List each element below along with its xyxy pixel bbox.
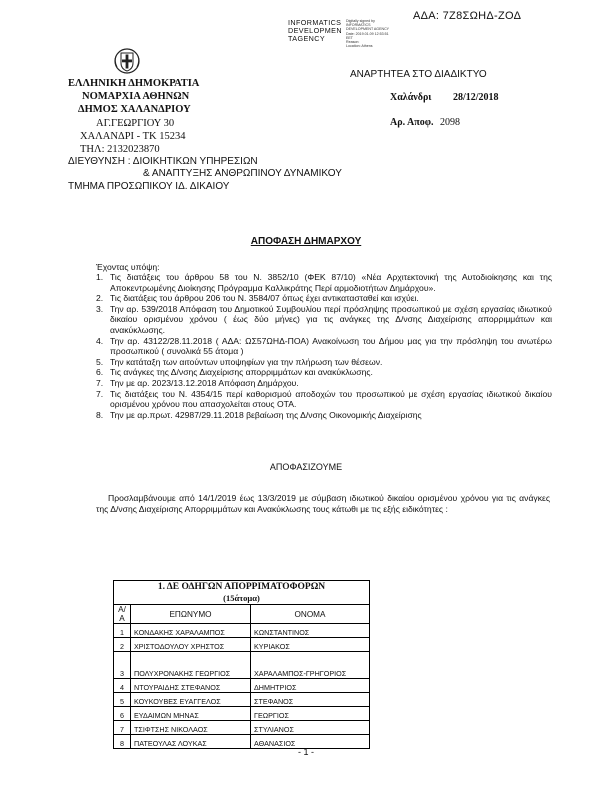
drivers-table [113,580,370,749]
list-item-number: 1. [96,272,104,282]
table-row [114,721,370,735]
row-name: ΑΘΑΝΑΣΙΟΣ [251,735,370,749]
list-item [96,304,552,336]
row-surname: ΠΑΤΕΟΥΛΑΣ ΛΟΥΚΑΣ [131,735,251,749]
header-prefecture: ΝΟΜΑΡΧΙΑ ΑΘΗΝΩΝ [82,91,190,102]
document-title-text: ΑΠΟΦΑΣΗ ΔΗΜΑΡΧΟΥ [250,236,362,247]
header-postcode: ΧΑΛΑΝΔΡΙ - ΤΚ 15234 [80,131,186,142]
list-item-number: 8. [96,409,104,420]
list-item-text: Την με αρ.πρωτ. 42987/29.11.2018 βεβαίωση της Δ/νσης Οικονομικής Διαχείρισης [110,409,422,420]
signature-detail-line: Date: 2019.01.09 12:53:51 [346,31,389,36]
table-row [114,693,370,707]
department-section: ΤΜΗΜΑ ΠΡΟΣΩΠΙΚΟΥ ΙΔ. ΔΙΚΑΙΟΥ [68,181,230,192]
decision-heading: ΑΠΟΦΑΣΙΖΟΥΜΕ [269,462,343,472]
table-row [114,707,370,721]
row-surname: ΕΥΔΑΙΜΩΝ ΜΗΝΑΣ [131,707,251,721]
row-surname: ΠΟΛΥΧΡΟΝΑΚΗΣ ΓΕΩΡΓΙΟΣ [131,652,251,679]
row-number: 3 [114,652,131,679]
row-name: ΚΥΡΙΑΚΟΣ [251,638,370,652]
list-item [96,336,552,357]
header-municipality: ΔΗΜΟΣ ΧΑΛΑΝΔΡΙΟΥ [78,104,191,115]
row-number: 4 [114,679,131,693]
row-number: 1 [114,624,131,638]
issuer-line: INFORMATICS [288,18,342,27]
list-item [96,367,552,378]
row-number: 8 [114,735,131,749]
row-surname: ΝΤΟΥΡΑΙΔΗΣ ΣΤΕΦΑΝΟΣ [131,679,251,693]
list-item-number: 5. [96,356,104,367]
row-name: ΓΕΩΡΓΙΟΣ [251,707,370,721]
list-item [96,410,552,421]
table-row [114,624,370,638]
page-number: - 1 - [297,747,314,757]
signature-detail-line: Reason: [346,40,360,45]
table-row [114,652,370,679]
list-item-text: Τις ανάγκες της Δ/νσης Διαχείρισης απορριμμάτων και ανακύκλωσης. [110,367,373,378]
row-surname: ΤΣΙΦΤΣΗΣ ΝΙΚΟΛΑΟΣ [131,721,251,735]
issuer-line: DEVELOPMEN [288,26,342,35]
list-item [96,272,552,293]
list-item-text: Τις διατάξεις του άρθρου 206 του Ν. 3584/07 όπως έχει αντικατασταθεί και ισχύει. [110,293,419,304]
row-number: 2 [114,638,131,652]
date-value: 28/12/2018 [453,92,499,103]
list-item-number: 3. [96,303,104,314]
table-subcaption: (15άτομα) [114,593,370,605]
signature-detail-line: Digitally signed by [346,19,375,23]
posting-notice: ΑΝΑΡΤΗΤΕΑ ΣΤΟ ΔΙΑΔΙΚΤΥΟ [350,69,487,80]
table-caption: 1. ΔΕ ΟΔΗΓΩΝ ΑΠΟΡΡΙΜΑΤΟΦΟΡΩΝ [114,581,370,594]
table-row [114,679,370,693]
table-row [114,638,370,652]
list-item [96,389,552,410]
considerations-list [96,272,552,420]
date-label: Χαλάνδρι [390,92,432,103]
row-number: 6 [114,707,131,721]
list-item [96,378,552,389]
row-name: ΣΤΥΛΙΑΝΟΣ [251,721,370,735]
document-title [0,236,612,247]
row-number: 7 [114,721,131,735]
department-directorate-cont: & ΑΝΑΠΤΥΞΗΣ ΑΝΘΡΩΠΙΝΟΥ ΔΥΝΑΜΙΚΟΥ [143,168,342,179]
row-surname: ΚΟΥΚΟΥΒΕΣ ΕΥΑΓΓΕΛΟΣ [131,693,251,707]
list-item-number: 7. [96,377,104,388]
department-directorate: ΔΙΕΥΘΥΝΣΗ : ΔΙΟΙΚΗΤΙΚΩΝ ΥΠΗΡΕΣΙΩΝ [68,156,258,167]
list-item-text: Την αρ. 539/2018 Απόφαση του Δημοτικού Συμβουλίου περί πρόσληψης προσωπικού με σχέση εργασίας ιδιωτικού δικαίου ορισμένου χρόνου ( έως δύο μήνες) για τις ανάγκες της Δ/νσης Διαχείρισης απορριμμάτων και ανακύκλωσης. [110,303,552,335]
list-item-text: Την αρ. 43122/28.11.2018 ( ΑΔΑ: ΩΣ57ΩΗΔ-ΠΟΑ) Ανακοίνωση του Δήμου μας για την πρόσληψη του ανωτέρω προσωπικού ( συνολικά 55 άτομα ) [110,335,552,357]
row-surname: ΧΡΙΣΤΟΔΟΥΛΟΥ ΧΡΗΣΤΟΣ [131,638,251,652]
signature-issuer [288,19,342,43]
list-item-number: 4. [96,335,104,346]
list-item-text: Τις διατάξεις του Ν. 4354/15 περί καθορισμού αποδοχών του προσωπικού με σχέση εργασίας ιδιωτικού δικαίου ορισμένου χρόνου που απασχολείται στους ΟΤΑ. [110,388,552,410]
row-name: ΚΩΝΣΤΑΝΤΙΝΟΣ [251,624,370,638]
row-name: ΔΗΜΗΤΡΙΟΣ [251,679,370,693]
row-surname: ΚΟΝΔΑΚΗΣ ΧΑΡΑΛΑΜΠΟΣ [131,624,251,638]
header-republic: ΕΛΛΗΝΙΚΗ ΔΗΜΟΚΡΑΤΙΑ [68,78,200,89]
column-header-surname: ΕΠΩΝΥΜΟ [131,605,251,624]
header-phone: ΤΗΛ: 2132023870 [80,144,160,155]
list-item [96,357,552,368]
column-header-name: ΟΝΟΜΑ [251,605,370,624]
signature-detail-line: DEVELOPMENT AGENCY [346,27,390,32]
list-item-number: 7. [96,388,104,399]
list-item-text: Την κατάταξη των αιτούντων υποψηφίων για την πλήρωση των θέσεων. [110,356,383,367]
decision-number-label: Αρ. Αποφ. [390,117,434,128]
row-name: ΧΑΡΑΛΑΜΠΟΣ-ΓΡΗΓΟΡΙΟΣ [251,652,370,679]
list-item-text: Την με αρ. 2023/13.12.2018 Απόφαση Δημάρχου. [110,377,299,388]
row-number: 5 [114,693,131,707]
column-header-aa: Α/Α [114,605,131,624]
signature-detail-line: INFORMATICS [346,23,371,28]
signature-detail-line: EET [346,35,353,40]
row-name: ΣΤΕΦΑΝΟΣ [251,693,370,707]
considerations-intro: Έχοντας υπόψη: [96,262,160,272]
list-item-number: 6. [96,367,104,378]
greek-emblem-icon [113,46,141,74]
list-item [96,293,552,304]
header-address: ΑΓ.ΓΕΩΡΓΙΟΥ 30 [96,118,175,129]
signature-detail-line: Location: Athens [346,44,373,49]
issuer-line: TAGENCY [288,34,326,43]
list-item-number: 2. [96,293,104,304]
list-item-text: Τις διατάξεις του άρθρου 58 του Ν. 3852/10 (ΦΕΚ 87/10) «Νέα Αρχιτεκτονική της Αυτοδιοίκησης και της Αποκεντρωμένης Διοίκησης Πρόγραμμα Καλλικράτης Περί αρμοδιοτήτων Δημάρχου». [110,272,552,293]
signature-details [346,19,389,48]
ada-code: ΑΔΑ: 7Ζ8ΣΩΗΔ-ΖΟΔ [413,10,522,22]
decision-number-value: 2098 [440,117,460,128]
decision-paragraph: Προσλαμβάνουμε από 14/1/2019 έως 13/3/2019 με σύμβαση ιδιωτικού δικαίου ορισμένου χρόνου για τις ανάγκες της Δ/νσης Διαχείρισης Απορριμμάτων και Ανακύκλωσης τους κάτωθι με τις εξής ειδικότητες : [96,493,550,514]
